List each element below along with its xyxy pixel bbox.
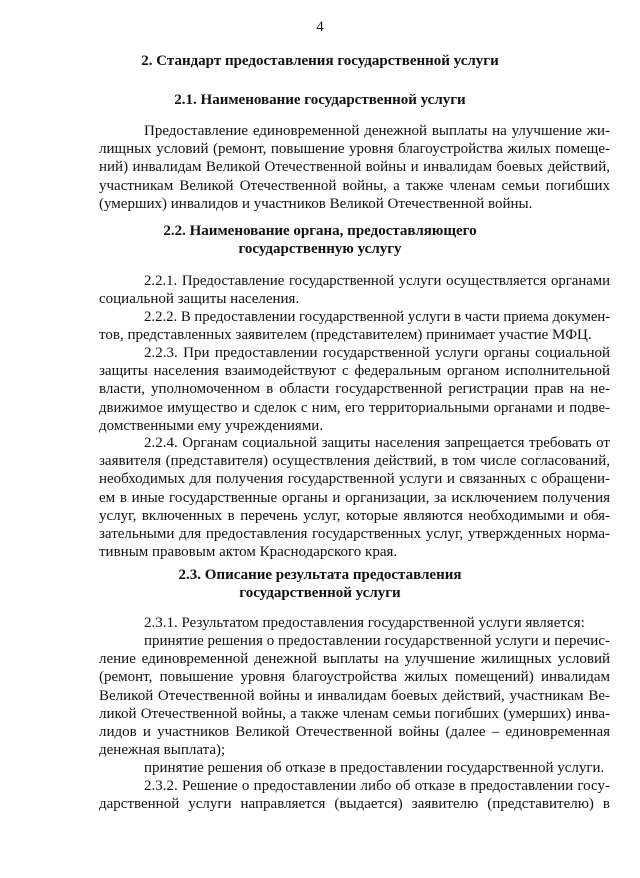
para-line: защиты населения взаимодействуют с федеральным органом исполнительной bbox=[99, 363, 610, 380]
para-line: зательными для предоставления государственных услуг, утвержденных норма- bbox=[99, 526, 610, 543]
para-line: участникам Великой Отечественной войны, а также членам семьи погибших bbox=[99, 177, 610, 194]
section-2-3-heading-line2: государственной услуги bbox=[239, 585, 401, 601]
section-2-heading: 2. Стандарт предоставления государственной услуги bbox=[141, 53, 499, 69]
para-2-3-1 bbox=[99, 614, 610, 632]
section-2-1-heading: 2.1. Наименование государственной услуги bbox=[174, 92, 466, 108]
section-2-2-heading-line2: государственную услугу bbox=[238, 241, 402, 257]
page-number: 4 bbox=[316, 19, 324, 35]
para-line: 2.3.1. Результатом предоставления государственной услуги является: bbox=[144, 615, 585, 631]
para-2-3-2 bbox=[99, 777, 610, 813]
para-line: заявителя (представителя) осуществления действий, в том числе согласований, bbox=[99, 453, 610, 470]
para-line: 2.3.2. Решение о предоставлении либо об отказе в предоставлении госу- bbox=[144, 778, 610, 794]
para-line: Великой Отечественной войны и инвалидам боевых действий, участникам Ве- bbox=[99, 687, 610, 704]
para-2-2-3 bbox=[99, 344, 610, 435]
para-line: лидов и участников Великой Отечественной войны (далее – единовременная bbox=[99, 724, 610, 741]
para-line: (умерших) инвалидов и участников Великой Отечественной войны. bbox=[99, 195, 533, 212]
para-line: 2.2.4. Органам социальной защиты населения запрещается требовать от bbox=[144, 435, 610, 451]
para-line: тивным правовым актом Краснодарского края. bbox=[99, 544, 398, 561]
section-2-3-heading-line1: 2.3. Описание результата предоставления bbox=[178, 567, 462, 583]
para-line: денежная выплата); bbox=[99, 742, 226, 759]
para-line: услуг, включенных в перечень услуг, которые являются необходимыми и обя- bbox=[99, 507, 610, 524]
para-2-1 bbox=[99, 122, 610, 213]
para-line: тов, представленных заявителем (представителем) принимает участие МФЦ. bbox=[99, 327, 592, 344]
para-2-2-1 bbox=[99, 272, 610, 308]
para-2-3-1-b bbox=[99, 759, 610, 777]
para-line: необходимых для получения государственной услуги и связанных с обращени- bbox=[99, 471, 610, 488]
para-line: Предоставление единовременной денежной выплаты на улучшение жи- bbox=[144, 123, 610, 139]
para-line: ем в иные государственные органы и организации, за исключением получения bbox=[99, 489, 610, 506]
para-line: власти, уполномоченном в области государственной регистрации прав на не- bbox=[99, 381, 610, 398]
para-line: принятие решения о предоставлении государственной услуги и перечис- bbox=[144, 633, 610, 649]
para-line: ний) инвалидам Великой Отечественной войны и инвалидам боевых действий, bbox=[99, 159, 610, 176]
para-line: 2.2.2. В предоставлении государственной услуги в части приема докумен- bbox=[144, 309, 611, 325]
para-line: (ремонт, повышение уровня благоустройства жилых помещений) инвалидам bbox=[99, 669, 610, 686]
para-line: домственными ему учреждениями. bbox=[99, 417, 324, 434]
para-2-2-2 bbox=[99, 308, 610, 344]
para-2-2-4 bbox=[99, 434, 610, 561]
para-line: 2.2.3. При предоставлении государственной услуги органы социальной bbox=[144, 345, 610, 361]
section-2-2-heading-line1: 2.2. Наименование органа, предоставляющего bbox=[163, 223, 477, 239]
para-line: социальной защиты населения. bbox=[99, 291, 300, 308]
para-line: движимое имущество и сделок с ним, его территориальными органами и подве- bbox=[99, 399, 610, 416]
para-2-3-1-a bbox=[99, 632, 610, 759]
para-line: ликой Отечественной войны, а также членам семьи погибших (умерших) инва- bbox=[99, 705, 610, 722]
para-line: ление единовременной денежной выплаты на улучшение жилищных условий bbox=[99, 651, 610, 668]
para-line: дарственной услуги направляется (выдается) заявителю (представителю) в bbox=[99, 796, 610, 813]
para-line: 2.2.1. Предоставление государственной услуги осуществляется органами bbox=[144, 273, 610, 289]
para-line: лищных условий (ремонт, повышение уровня благоустройства жилых помеще- bbox=[99, 141, 610, 158]
para-line: принятие решения об отказе в предоставлении государственной услуги. bbox=[144, 760, 605, 776]
